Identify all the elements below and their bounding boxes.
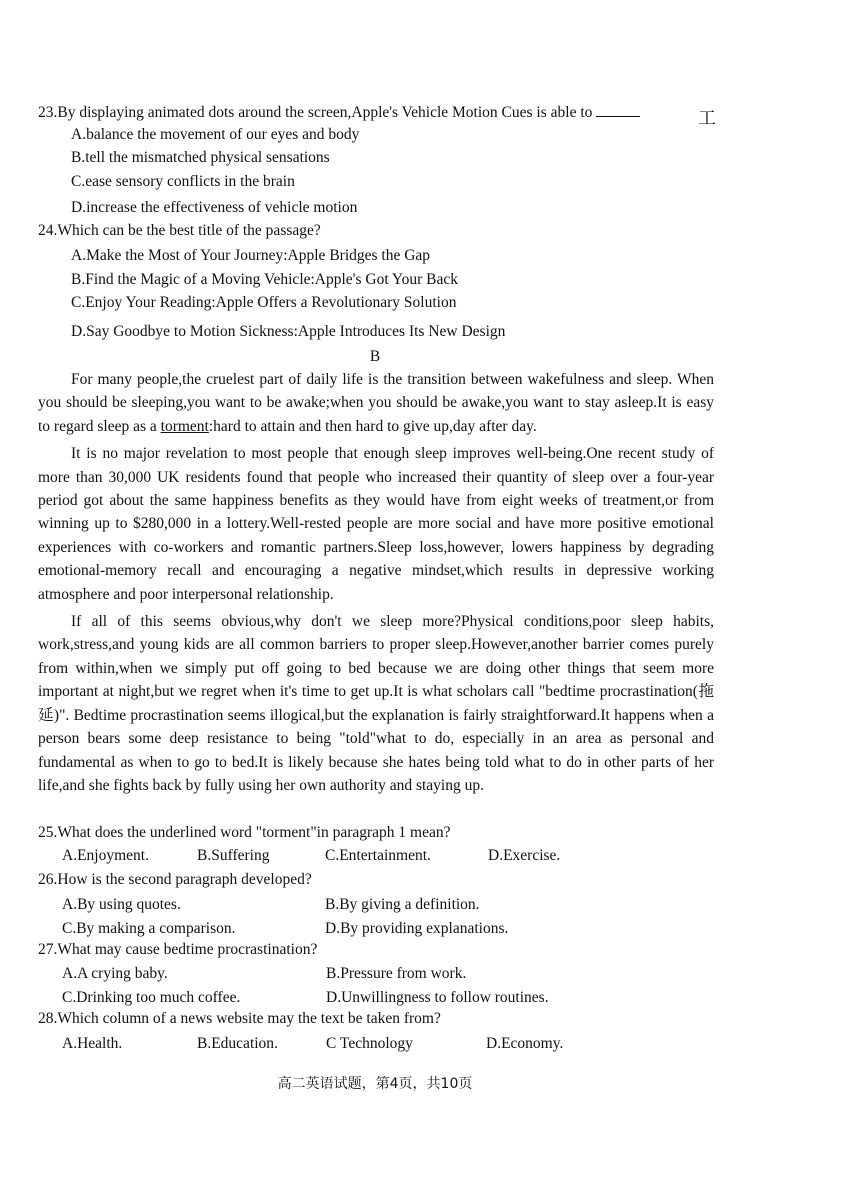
- side-mark: 工: [698, 108, 716, 129]
- q25-stem: 25.What does the underlined word "torment"in paragraph 1 mean?: [38, 824, 451, 841]
- section-label: B: [369, 348, 381, 365]
- q27-stem: 27.What may cause bedtime procrastination?: [38, 941, 318, 958]
- q25-option-b: B.Suffering: [197, 847, 270, 864]
- q24-stem: 24.Which can be the best title of the passage?: [38, 222, 321, 239]
- page-footer: 高二英语试题，第4页，共10页: [277, 1076, 473, 1092]
- q26-option-d: D.By providing explanations.: [325, 920, 509, 937]
- p1-text-before: For many people,the cruelest part of daily life is the transition between wakefulness and sleep. When you should be sleeping,you want to be awake;when you should be awake,you want to stay asleep.It is easy to regard sleep as a: [38, 371, 714, 435]
- q28-option-d: D.Economy.: [486, 1035, 564, 1052]
- q23-option-d: D.increase the effectiveness of vehicle motion: [71, 199, 358, 216]
- q26-stem: 26.How is the second paragraph developed?: [38, 871, 312, 888]
- q27-option-d: D.Unwillingness to follow routines.: [326, 989, 549, 1006]
- passage-paragraph-3: If all of this seems obvious,why don't we sleep more?Physical conditions,poor sleep habits, work,stress,and young kids are all common barriers to proper sleep.However,another barrier comes purely from within,when we simply put off going to bed because we are doing other things that seem more important at night,but we regret when it's time to get up.It is what scholars call "bedtime procrastination(拖延)". Bedtime procrastination seems illogical,but the explanation is fairly straightforward.It happens when a person bears some deep resistance to being "told"what to do, especially in an area as personal and fundamental as when to go to bed.It is likely because she hates being told what to do in other parts of her life,and she fights back by fully using her own authority and staying up.: [38, 613, 714, 794]
- q24-option-b: B.Find the Magic of a Moving Vehicle:Apple's Got Your Back: [71, 271, 458, 288]
- q28-option-a: A.Health.: [62, 1035, 123, 1052]
- q28-stem: 28.Which column of a news website may the text be taken from?: [38, 1010, 441, 1027]
- q23-option-a: A.balance the movement of our eyes and body: [71, 126, 360, 143]
- q23-stem-text: 23.By displaying animated dots around the screen,Apple's Vehicle Motion Cues is able to: [38, 104, 593, 121]
- p1-text-after: :hard to attain and then hard to give up,day after day.: [208, 417, 537, 435]
- q23-option-c: C.ease sensory conflicts in the brain: [71, 173, 295, 190]
- q23-option-b: B.tell the mismatched physical sensations: [71, 149, 330, 166]
- passage-paragraph-2: It is no major revelation to most people that enough sleep improves well-being.One recent study of more than 30,000 UK residents found that people who increased their quantity of sleep over a four-year period got about the same happiness benefits as they would have from eight weeks of treatment,or from winning up to $280,000 in a lottery.Well-rested people are more social and have more positive emotional experiences with co-workers and romantic partners.Sleep loss,however, lowers happiness by degrading emotional-memory recall and encouraging a negative mindset,which results in depressive working atmosphere and poor interpersonal relationship.: [38, 445, 714, 603]
- q24-option-a: A.Make the Most of Your Journey:Apple Bridges the Gap: [71, 247, 431, 264]
- q26-option-c: C.By making a comparison.: [62, 920, 236, 937]
- q27-option-a: A.A crying baby.: [62, 965, 168, 982]
- q27-option-b: B.Pressure from work.: [326, 965, 467, 982]
- passage: [38, 368, 714, 797]
- q24-option-d: D.Say Goodbye to Motion Sickness:Apple Introduces Its New Design: [71, 323, 506, 340]
- passage-paragraph-1: [38, 368, 714, 438]
- q26-option-a: A.By using quotes.: [62, 896, 181, 913]
- q28-option-c: C Technology: [326, 1035, 413, 1052]
- answer-blank: [596, 102, 640, 117]
- q27-option-c: C.Drinking too much coffee.: [62, 989, 241, 1006]
- q25-option-a: A.Enjoyment.: [62, 847, 149, 864]
- q28-option-b: B.Education.: [197, 1035, 278, 1052]
- q25-option-d: D.Exercise.: [488, 847, 561, 864]
- q26-option-b: B.By giving a definition.: [325, 896, 480, 913]
- q25-option-c: C.Entertainment.: [325, 847, 431, 864]
- underlined-word: torment: [160, 417, 209, 435]
- q23-stem: [38, 102, 640, 123]
- q24-option-c: C.Enjoy Your Reading:Apple Offers a Revolutionary Solution: [71, 294, 457, 311]
